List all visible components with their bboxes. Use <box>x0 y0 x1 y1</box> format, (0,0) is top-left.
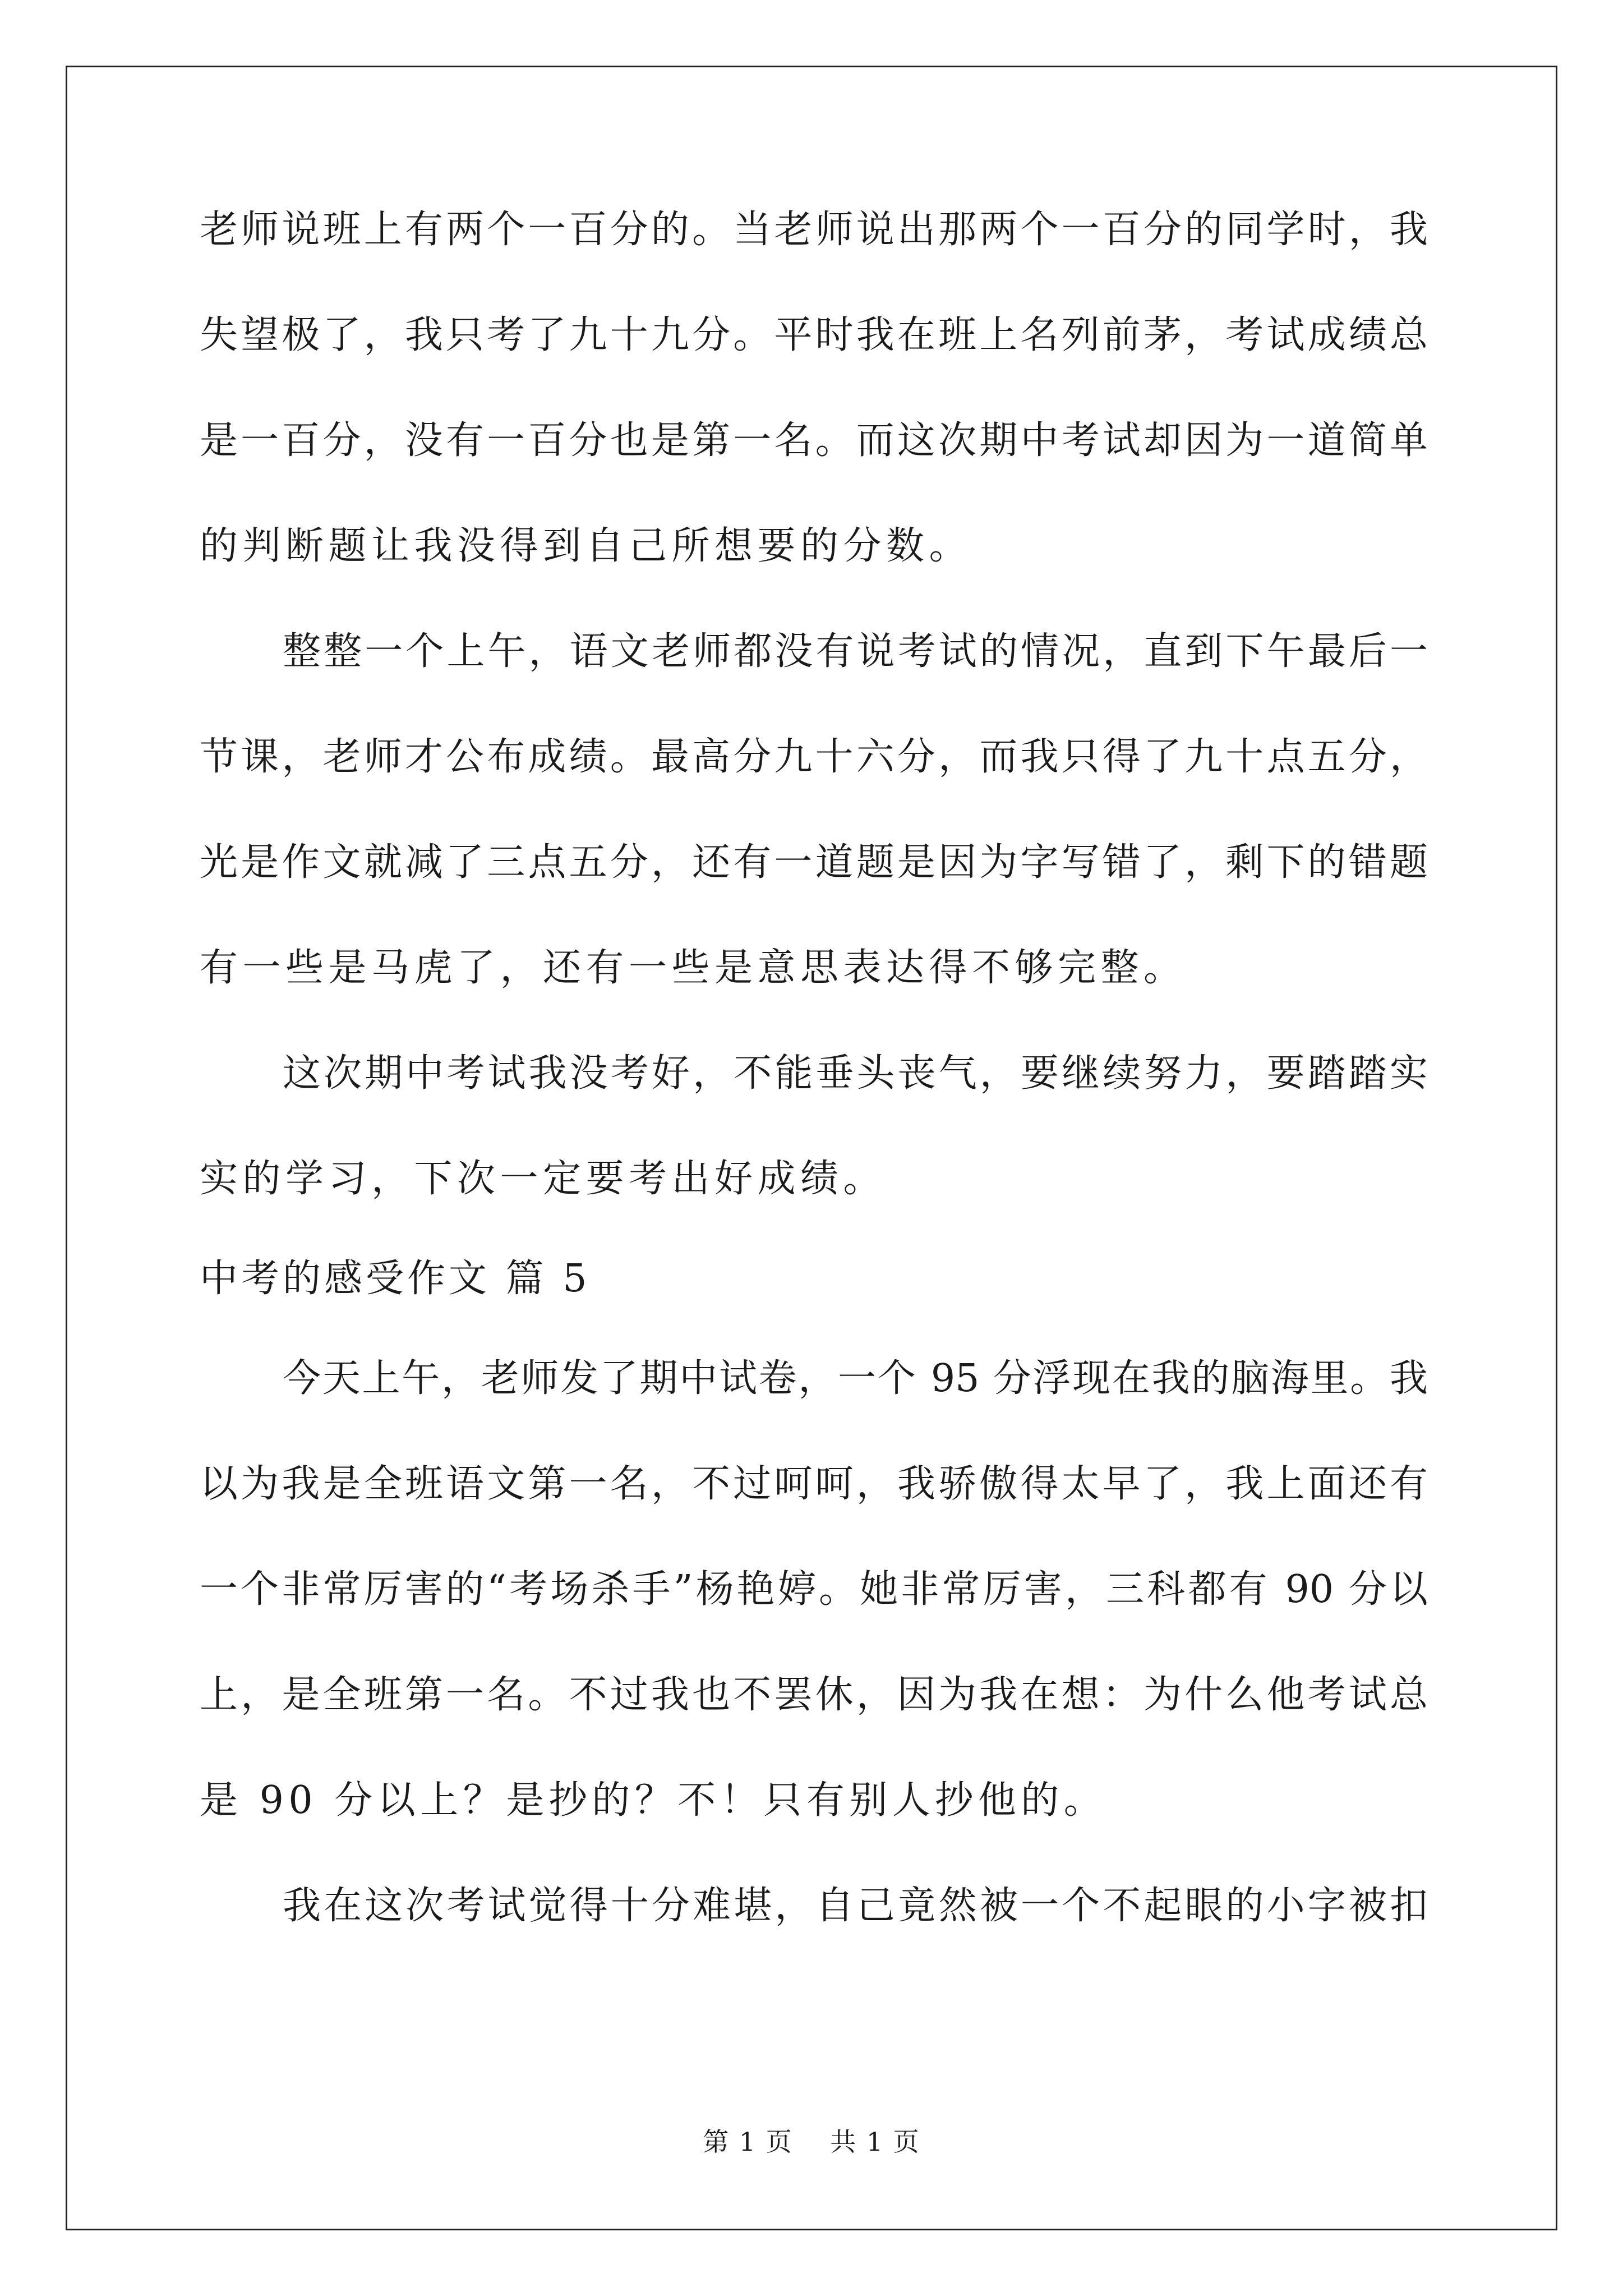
text-line: 的判断题让我没得到自己所想要的分数。 <box>200 524 972 568</box>
text-line: 节课，老师才公布成绩。最高分九十六分，而我只得了九十点五分， <box>200 735 1428 779</box>
text-line: 是一百分，没有一百分也是第一名。而这次期中考试却因为一道简单 <box>200 418 1428 463</box>
text-line: 上，是全班第一名。不过我也不罢休，因为我在想：为什么他考试总 <box>200 1673 1428 1717</box>
text-line: 实的学习，下次一定要考出好成绩。 <box>200 1157 887 1201</box>
text-line: 整整一个上午，语文老师都没有说考试的情况，直到下午最后一 <box>283 629 1428 674</box>
text-line: 老师说班上有两个一百分的。当老师说出那两个一百分的同学时，我 <box>200 208 1428 252</box>
text-line: 我在这次考试觉得十分难堪，自己竟然被一个不起眼的小字被扣 <box>283 1884 1428 1928</box>
text-line: 这次期中考试我没考好，不能垂头丧气，要继续努力，要踏踏实 <box>283 1051 1428 1096</box>
text-line: 是 90 分以上？是抄的？不！只有别人抄他的。 <box>200 1778 1107 1823</box>
text-line: 一个非常厉害的“考场杀手”杨艳婷。她非常厉害，三科都有 90 分以 <box>200 1567 1428 1612</box>
text-line: 光是作文就减了三点五分，还有一道题是因为字写错了，剩下的错题 <box>200 840 1428 885</box>
text-line: 失望极了，我只考了九十九分。平时我在班上名列前茅，考试成绩总 <box>200 313 1428 357</box>
text-line: 今天上午，老师发了期中试卷，一个 95 分浮现在我的脑海里。我 <box>283 1356 1428 1401</box>
text-line: 以为我是全班语文第一名，不过呵呵，我骄傲得太早了，我上面还有 <box>200 1462 1428 1506</box>
section-heading: 中考的感受作文 篇 5 <box>200 1257 591 1301</box>
text-line: 有一些是马虎了，还有一些是意思表达得不够完整。 <box>200 946 1187 990</box>
page-footer: 第 1 页 共 1 页 <box>703 2127 920 2157</box>
